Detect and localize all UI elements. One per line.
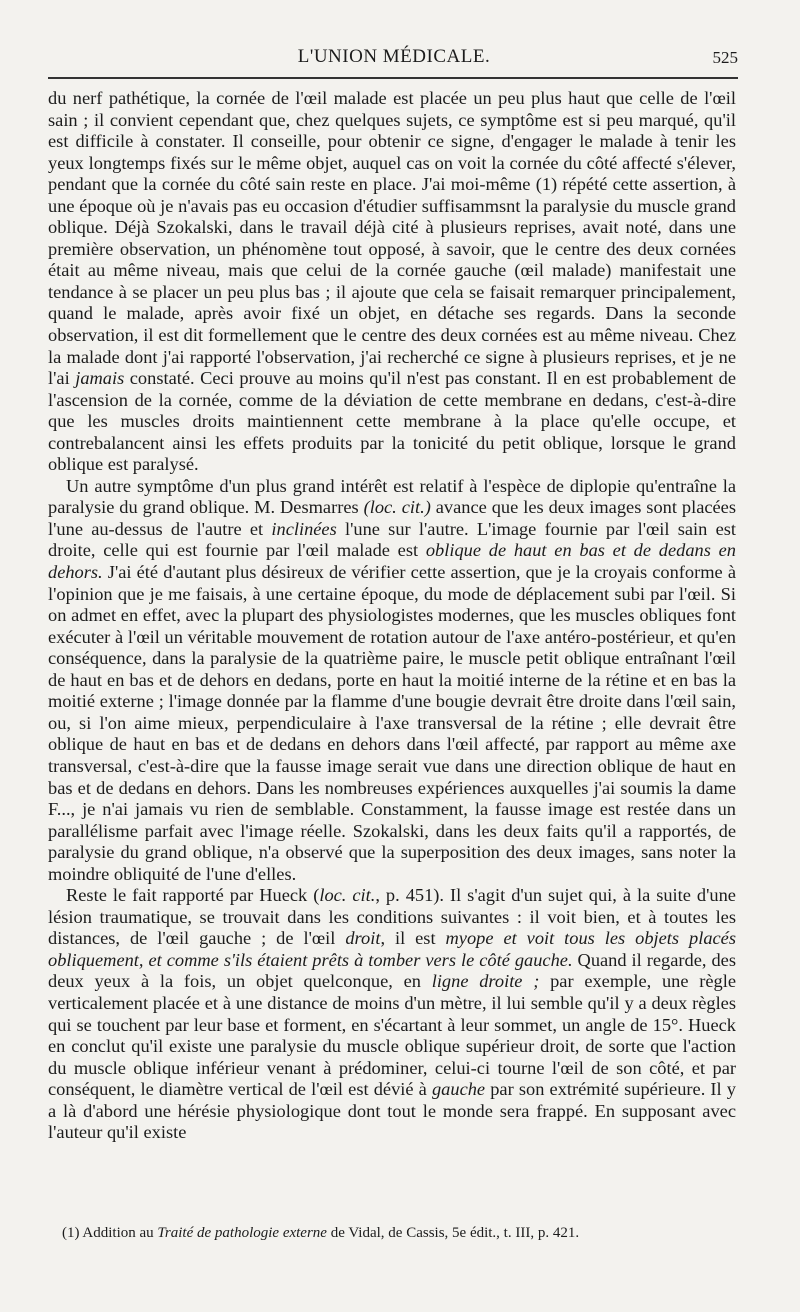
footnote bbox=[62, 1224, 738, 1242]
text-run: , il est bbox=[380, 928, 446, 949]
italic-text: jamais bbox=[75, 368, 125, 389]
body-text bbox=[48, 88, 736, 1144]
italic-text: ligne droite ; bbox=[431, 971, 540, 992]
paragraph-3 bbox=[48, 885, 736, 1144]
text-run: J'ai été d'autant plus désireux de vérifier cette assertion, que je la croyais conforme à l'opinion que je me faisais, à une certaine époque, du mode de déplacement subi par l'œil. Si on admet en effet, avec la plupart des physiologistes modernes, que les muscles obliques font exécuter à l'œil un véritable mouvement de rotation autour de l'axe antéro-postérieur, et qu'en conséquence, dans la paralysie de la quatrième paire, le muscle petit oblique entraînant l'œil de haut en bas et de dehors en dedans, porte en haut la moitié interne de la rétine et en bas la moitié externe ; l'image donnée par la flamme d'une bougie devrait être droite dans l'œil sain, ou, si l'on aime mieux, perpendiculaire à l'axe transversal de la rétine ; elle devrait être oblique de haut en bas et de dedans en dehors dans l'œil affecté, par rapport au même axe transversal, c'est-à-dire que la fausse image serait vue dans une direction oblique de haut en bas et de dedans en dehors. Dans les nombreuses expériences auxquelles j'ai soumis la dame F..., je n'ai jamais vu rien de semblable. Constamment, la fausse image est restée dans un parallélisme parfait avec l'image réelle. Szokalski, dans les deux faits qu'il a rapportés, de paralysie du grand oblique, n'a observé que la superposition des deux images, sans noter la moindre obliquité de l'une d'elles. bbox=[48, 562, 736, 884]
text-run: du nerf pathétique, la cornée de l'œil malade est placée un peu plus haut que celle de l'œil sain ; il convient cependant que, chez quelques sujets, ce symptôme est si peu marqué, qu'il est difficile à constater. Il conseille, pour obtenir ce signe, d'engager le malade à tenir les yeux longtemps fixés sur le même objet, auquel cas on voit la cornée du côté affecté s'élever, pendant que la cornée du côté sain reste en place. J'ai moi-même (1) répété cette assertion, à une époque où je n'avais pas eu occasion d'étudier suffisammsnt la paralysie du muscle grand oblique. Déjà Szokalski, dans le travail déjà cité à plusieurs reprises, avait noté, dans une première observation, un phénomène tout opposé, à savoir, que le centre des deux cornées était au même niveau, mais que celui de la cornée gauche (œil malade) manifestait une tendance à se placer un peu plus bas ; il ajoute que cela se faisait remarquer principalement, quand le malade, après avoir fixé un objet, en détache ses regards. Dans la seconde observation, il est dit formellement que le centre des deux cornées est au même niveau. Chez la malade dont j'ai rapporté l'observation, j'ai recherché ce signe à plusieurs reprises, et je ne l'ai bbox=[48, 88, 736, 389]
italic-text: myope et voit tous les objets placés obliquement, et comme s'ils étaient prêts à tomber vers le côté gauche. bbox=[48, 928, 736, 970]
text-run: par exemple, une règle verticalement placée et à une distance de moins d'un mètre, il lui semble qu'il y a deux règles qui se touchent par leur base et forment, en s'écartant à leur sommet, un angle de 15°. Hueck en conclut qu'il existe une paralysie du muscle oblique supérieur droit, de sorte que l'action du muscle oblique inférieur venant à prédominer, celui-ci tourne l'œil de son côté, et par conséquent, le diamètre vertical de l'œil est dévié à bbox=[48, 971, 736, 1100]
italic-text: loc. cit. bbox=[319, 885, 376, 906]
text-run: l'une sur l'autre. L'image fournie par l'œil sain est droite, celle qui est fournie par l'œil malade est bbox=[48, 518, 737, 561]
italic-text: oblique de haut en bas et de dedans en dehors. bbox=[48, 540, 736, 583]
text-run: Un autre symptôme d'un plus grand intérêt est relatif à l'espèce de diplopie qu'entraîne la paralysie du grand oblique. M. Desmarres bbox=[48, 475, 736, 518]
text-run: de Vidal, de Cassis, 5e édit., t. III, p. 421. bbox=[326, 1225, 580, 1241]
italic-text: inclinées bbox=[271, 518, 337, 539]
running-title: L'UNION MÉDICALE. bbox=[297, 46, 491, 67]
text-run: constaté. Ceci prouve au moins qu'il n'est pas constant. Il en est probablement de l'ascension de la cornée, comme de la déviation de cette membrane en dedans, c'est-à-dire que les muscles droits maintiennent cette membrane à la place qu'elle occupe, et contrebalancent ainsi les effets produits par la tonicité du petit oblique, lorsque le grand oblique est paralysé. bbox=[48, 368, 736, 475]
text-run: Quand il regarde, des deux yeux à la fois, un objet quelconque, en bbox=[48, 949, 736, 992]
text-run: avance que les deux images sont placées l'une au-dessus de l'autre et bbox=[48, 497, 736, 539]
italic-text: (loc. cit.) bbox=[363, 497, 431, 518]
running-header bbox=[48, 44, 740, 74]
page-number: 525 bbox=[712, 48, 738, 67]
paragraph-1 bbox=[48, 88, 736, 476]
italic-text: Traité de pathologie externe bbox=[157, 1225, 327, 1241]
paragraph-2 bbox=[48, 476, 736, 885]
text-run: Reste le fait rapporté par Hueck ( bbox=[66, 885, 320, 906]
header-rule bbox=[48, 77, 738, 79]
text-run: , p. 451). Il s'agit d'un sujet qui, à la suite d'une lésion traumatique, se trouvait dans les conditions suivantes : il voit bien, et à toutes les distances, de l'œil gauche ; de l'œil bbox=[48, 885, 736, 949]
italic-text: gauche bbox=[431, 1079, 486, 1100]
italic-text: droit bbox=[345, 928, 381, 949]
text-run: (1) Addition au bbox=[62, 1225, 158, 1241]
text-run: par son extrémité supérieure. Il y a là d'abord une hérésie physiologique dont tout le monde sera frappé. En supposant avec l'auteur qu'il existe bbox=[48, 1079, 736, 1143]
